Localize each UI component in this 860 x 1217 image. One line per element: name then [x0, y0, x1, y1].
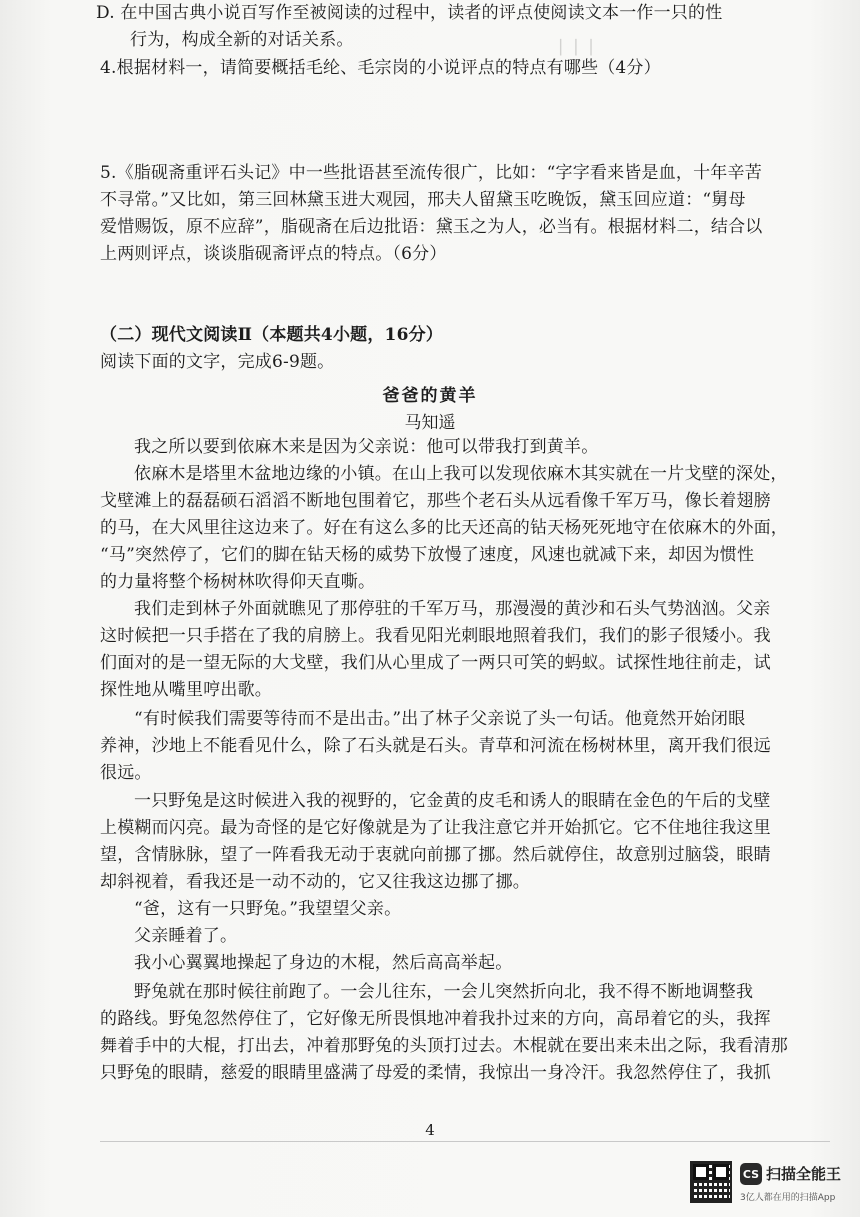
option-d-line-2: 行为，构成全新的对话关系。: [130, 30, 354, 50]
option-d-line-1: D. 在中国古典小说百写作至被阅读的过程中，读者的评点使阅读文本一作一只的性: [96, 3, 723, 23]
paragraph-line: 父亲睡着了。: [134, 926, 238, 946]
article-title: 爸爸的黄羊: [382, 386, 478, 406]
paragraph-line: 养神，沙地上不能看见什么，除了石头就是石头。青草和河流在杨树林里，离开我们很远: [100, 736, 771, 756]
scanner-tagline: 3亿人都在用的扫描App: [740, 1193, 836, 1203]
paragraph-line: 戈壁滩上的磊磊硕石滔滔不断地包围着它，那些个老石头从远看像千军万马，像长着翅膀: [100, 491, 771, 511]
paragraph-line: 探性地从嘴里哼出歌。: [100, 680, 272, 700]
paragraph-line: 依麻木是塔里木盆地边缘的小镇。在山上我可以发现依麻木其实就在一片戈壁的深处，: [134, 464, 788, 484]
camscanner-logo-icon: CS: [740, 1163, 762, 1185]
section-heading: （二）现代文阅读Ⅱ（本题共4小题，16分）: [100, 325, 444, 345]
section-instruction: 阅读下面的文字，完成6-9题。: [100, 352, 335, 372]
question-5-line-3: 爱惜赐饭，原不应辞”，脂砚斋在后边批语：黛玉之为人，必当有。根据材料二，结合以: [100, 217, 763, 237]
question-5-line-1: 5.《脂砚斋重评石头记》中一些批语甚至流传很广，比如：“字字看来皆是血，十年辛苦: [100, 163, 762, 183]
paragraph-line: 野兔就在那时候往前跑了。一会儿往东，一会儿突然折向北，我不得不断地调整我: [134, 982, 754, 1002]
paragraph-line: 我们走到林子外面就瞧见了那停驻的千军万马，那漫漫的黄沙和石头气势汹汹。父亲: [134, 599, 771, 619]
paragraph-line: 我之所以要到依麻木来是因为父亲说：他可以带我打到黄羊。: [134, 437, 599, 457]
scanner-app-name: 扫描全能王: [766, 1165, 842, 1183]
paragraph-line: 很远。: [100, 763, 152, 783]
paragraph-line: 们面对的是一望无际的大戈壁，我们从心里成了一两只可笑的蚂蚁。试探性地往前走，试: [100, 653, 771, 673]
paragraph-line: 的力量将整个杨树林吹得仰天直嘶。: [100, 572, 376, 592]
paragraph-line: 只野兔的眼睛，慈爱的眼睛里盛满了母爱的柔情，我惊出一身冷汗。我忽然停住了，我抓: [100, 1063, 771, 1083]
paragraph-line: 上模糊而闪亮。最为奇怪的是它好像就是为了让我注意它并开始抓它。它不住地往我这里: [100, 818, 771, 838]
divider: [100, 1141, 830, 1142]
paragraph-line: 舞着手中的大棍，打出去，冲着那野兔的头顶打过去。木棍就在要出来未出之际，我看清那: [100, 1036, 788, 1056]
paragraph-line: 却斜视着，看我还是一动不动的，它又往我这边挪了挪。: [100, 872, 530, 892]
paragraph-line: 的路线。野兔忽然停住了，它好像无所畏惧地冲着我扑过来的方向，高昂着它的头，我挥: [100, 1009, 771, 1029]
paragraph-line: “马”突然停了，它们的脚在钻天杨的威势下放慢了速度，风速也就减下来，却因为惯性: [100, 545, 755, 565]
paragraph-line: 我小心翼翼地操起了身边的木棍，然后高高举起。: [134, 953, 513, 973]
question-5-line-4: 上两则评点，谈谈脂砚斋评点的特点。（6分）: [100, 244, 447, 264]
paragraph-line: 一只野兔是这时候进入我的视野的，它金黄的皮毛和诱人的眼睛在金色的午后的戈壁: [134, 791, 771, 811]
qr-code-icon: [690, 1161, 732, 1203]
paragraph-line: “爸，这有一只野兔。”我望望父亲。: [134, 899, 402, 919]
question-4: 4.根据材料一，请简要概括毛纶、毛宗岗的小说评点的特点有哪些（4分）: [100, 58, 661, 78]
article-author: 马知遥: [404, 413, 456, 433]
paragraph-line: 这时候把一只手搭在了我的肩膀上。我看见阳光刺眼地照着我们，我们的影子很矮小。我: [100, 626, 771, 646]
paragraph-line: 望，含情脉脉，望了一阵看我无动于衷就向前挪了挪。然后就停住，故意别过脑袋，眼睛: [100, 845, 771, 865]
bleed-through: ▏ ▏ ▏: [560, 40, 602, 56]
paragraph-line: 的马，在大风里往这边来了。好在有这么多的比天还高的钻天杨死死地守在依麻木的外面，: [100, 518, 788, 538]
question-5-line-2: 不寻常。”又比如，第三回林黛玉进大观园，邢夫人留黛玉吃晚饭，黛玉回应道：“舅母: [100, 190, 746, 210]
page-number: 4: [425, 1121, 435, 1139]
paragraph-line: “有时候我们需要等待而不是出击。”出了林子父亲说了头一句话。他竟然开始闭眼: [134, 709, 746, 729]
